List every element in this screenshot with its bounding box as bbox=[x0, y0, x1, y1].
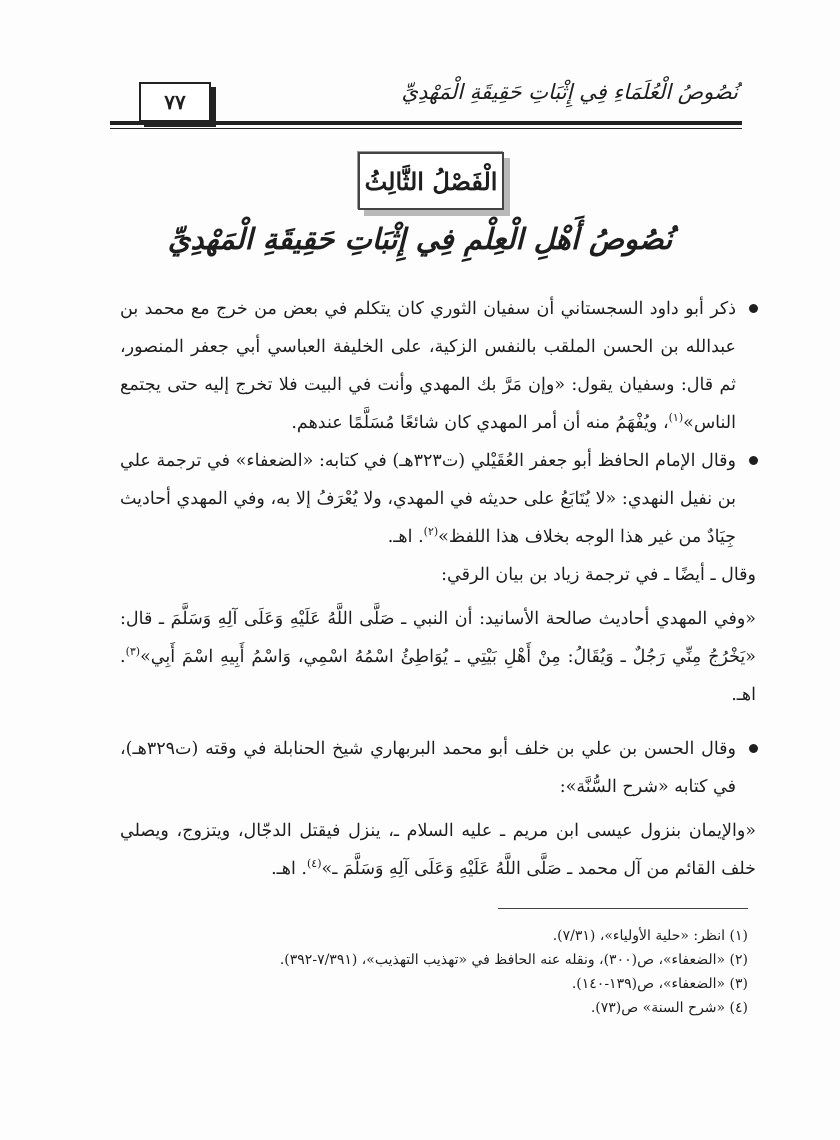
bullet-icon bbox=[749, 744, 758, 753]
chapter-title: نُصُوصُ أَهْلِ الْعِلْمِ فِي إِثْبَاتِ حَقِيقَةِ الْمَهْدِيِّ bbox=[167, 222, 673, 256]
paragraph-2-text: وقال الإمام الحافظ أبو جعفر العُقَيْلي (ت٣٢٣هـ) في كتابه: «الضعفاء» في ترجمة علي بن نفيل النهدي: «لا يُتَابَعُ على حديثه في المهدي، ولا يُعْرَفُ إلا به، وفي المهدي أحاديث جِيَادٌ من غير هذا الوجه بخلاف هذا اللفظ» bbox=[120, 451, 736, 547]
footnote-ref-3: (٣) bbox=[125, 645, 141, 659]
paragraph-2 bbox=[120, 442, 756, 556]
footnote-separator bbox=[498, 908, 748, 909]
header-rule-thick bbox=[110, 121, 742, 125]
bullet-icon bbox=[749, 304, 758, 313]
footnote-ref-4: (٤) bbox=[306, 857, 322, 871]
paragraph-1-tail: ، ويُفْهَمُ منه أن أمر المهدي كان شائعًا مُسَلَّمًا عندهم. bbox=[291, 413, 669, 433]
footnote-ref-1: (١) bbox=[668, 411, 684, 425]
paragraph-6-text: «والإيمان بنزول عيسى ابن مريم ـ عليه السلام ـ، ينزل فيقتل الدجّال، ويتزوج، ويصلي خلف القائم من آل محمد ـ صَلَّى اللَّهُ عَلَيْهِ وَعَلَى آلِهِ وَسَلَّمَ ـ» bbox=[120, 821, 756, 879]
chapter-label: الْفَصْلُ الثَّالِثُ bbox=[364, 166, 498, 196]
footnote-1: (١) انظر: «حلية الأولياء»، (٧/٣١). bbox=[552, 928, 748, 944]
chapter-label-box bbox=[358, 152, 504, 210]
paragraph-6 bbox=[120, 812, 756, 888]
header-rule-thin bbox=[110, 128, 742, 129]
paragraph-5-text: وقال الحسن بن علي بن خلف أبو محمد البربهاري شيخ الحنابلة في وقته (ت٣٢٩هـ)، في كتابه «شرح السُّنَّة»: bbox=[120, 739, 736, 797]
footnote-ref-2: (٢) bbox=[423, 525, 439, 539]
footnote-4: (٤) «شرح السنة» ص(٧٣). bbox=[590, 1000, 748, 1016]
paragraph-2-tail: . اهـ. bbox=[387, 527, 424, 547]
paragraph-6-tail: . اهـ. bbox=[271, 859, 307, 879]
body-text bbox=[120, 290, 756, 888]
paragraph-5 bbox=[120, 730, 756, 806]
footnotes bbox=[150, 924, 748, 1020]
footnote-3: (٣) «الضعفاء»، ص(١٣٩-١٤٠). bbox=[571, 976, 748, 992]
bullet-icon bbox=[749, 456, 758, 465]
footnote-2: (٢) «الضعفاء»، ص(٣٠٠)، ونقله عنه الحافظ في «تهذيب التهذيب»، (٧/٣٩١-٣٩٢). bbox=[279, 952, 748, 968]
page-number: ٧٧ bbox=[139, 82, 211, 122]
paragraph-3 bbox=[120, 556, 756, 594]
paragraph-1-text: ذكر أبو داود السجستاني أن سفيان الثوري كان يتكلم في بعض من خرج مع محمد بن عبدالله بن الحسن الملقب بالنفس الزكية، على الخليفة العباسي أبي جعفر المنصور، ثم قال: وسفيان يقول: «وإن مَرَّ بك المهدي وأنت في البيت فلا تخرج إليه حتى يجتمع الناس» bbox=[120, 299, 736, 433]
paragraph-3-text: وقال ـ أيضًا ـ في ترجمة زياد بن بيان الرقي: bbox=[441, 565, 756, 585]
paragraph-4-tail: . اهـ. bbox=[120, 647, 756, 705]
paragraph-1 bbox=[120, 290, 756, 442]
paragraph-4-text: «وفي المهدي أحاديث صالحة الأسانيد: أن النبي ـ صَلَّى اللَّهُ عَلَيْهِ وَعَلَى آلِهِ وَسَلَّمَ ـ قال: «يَخْرُجُ مِنِّي رَجُلٌ ـ وَيُقَالُ: مِنْ أَهْلِ بَيْتِي ـ يُوَاطِئُ اسْمُهُ اسْمِي، وَاسْمُ أَبِيهِ اسْمَ أَبِي» bbox=[120, 609, 756, 667]
paragraph-4 bbox=[120, 600, 756, 714]
running-header-title: نُصُوصُ الْعُلَمَاءِ فِي إِثْبَاتِ حَقِيقَةِ الْمَهْدِيِّ bbox=[401, 80, 738, 104]
